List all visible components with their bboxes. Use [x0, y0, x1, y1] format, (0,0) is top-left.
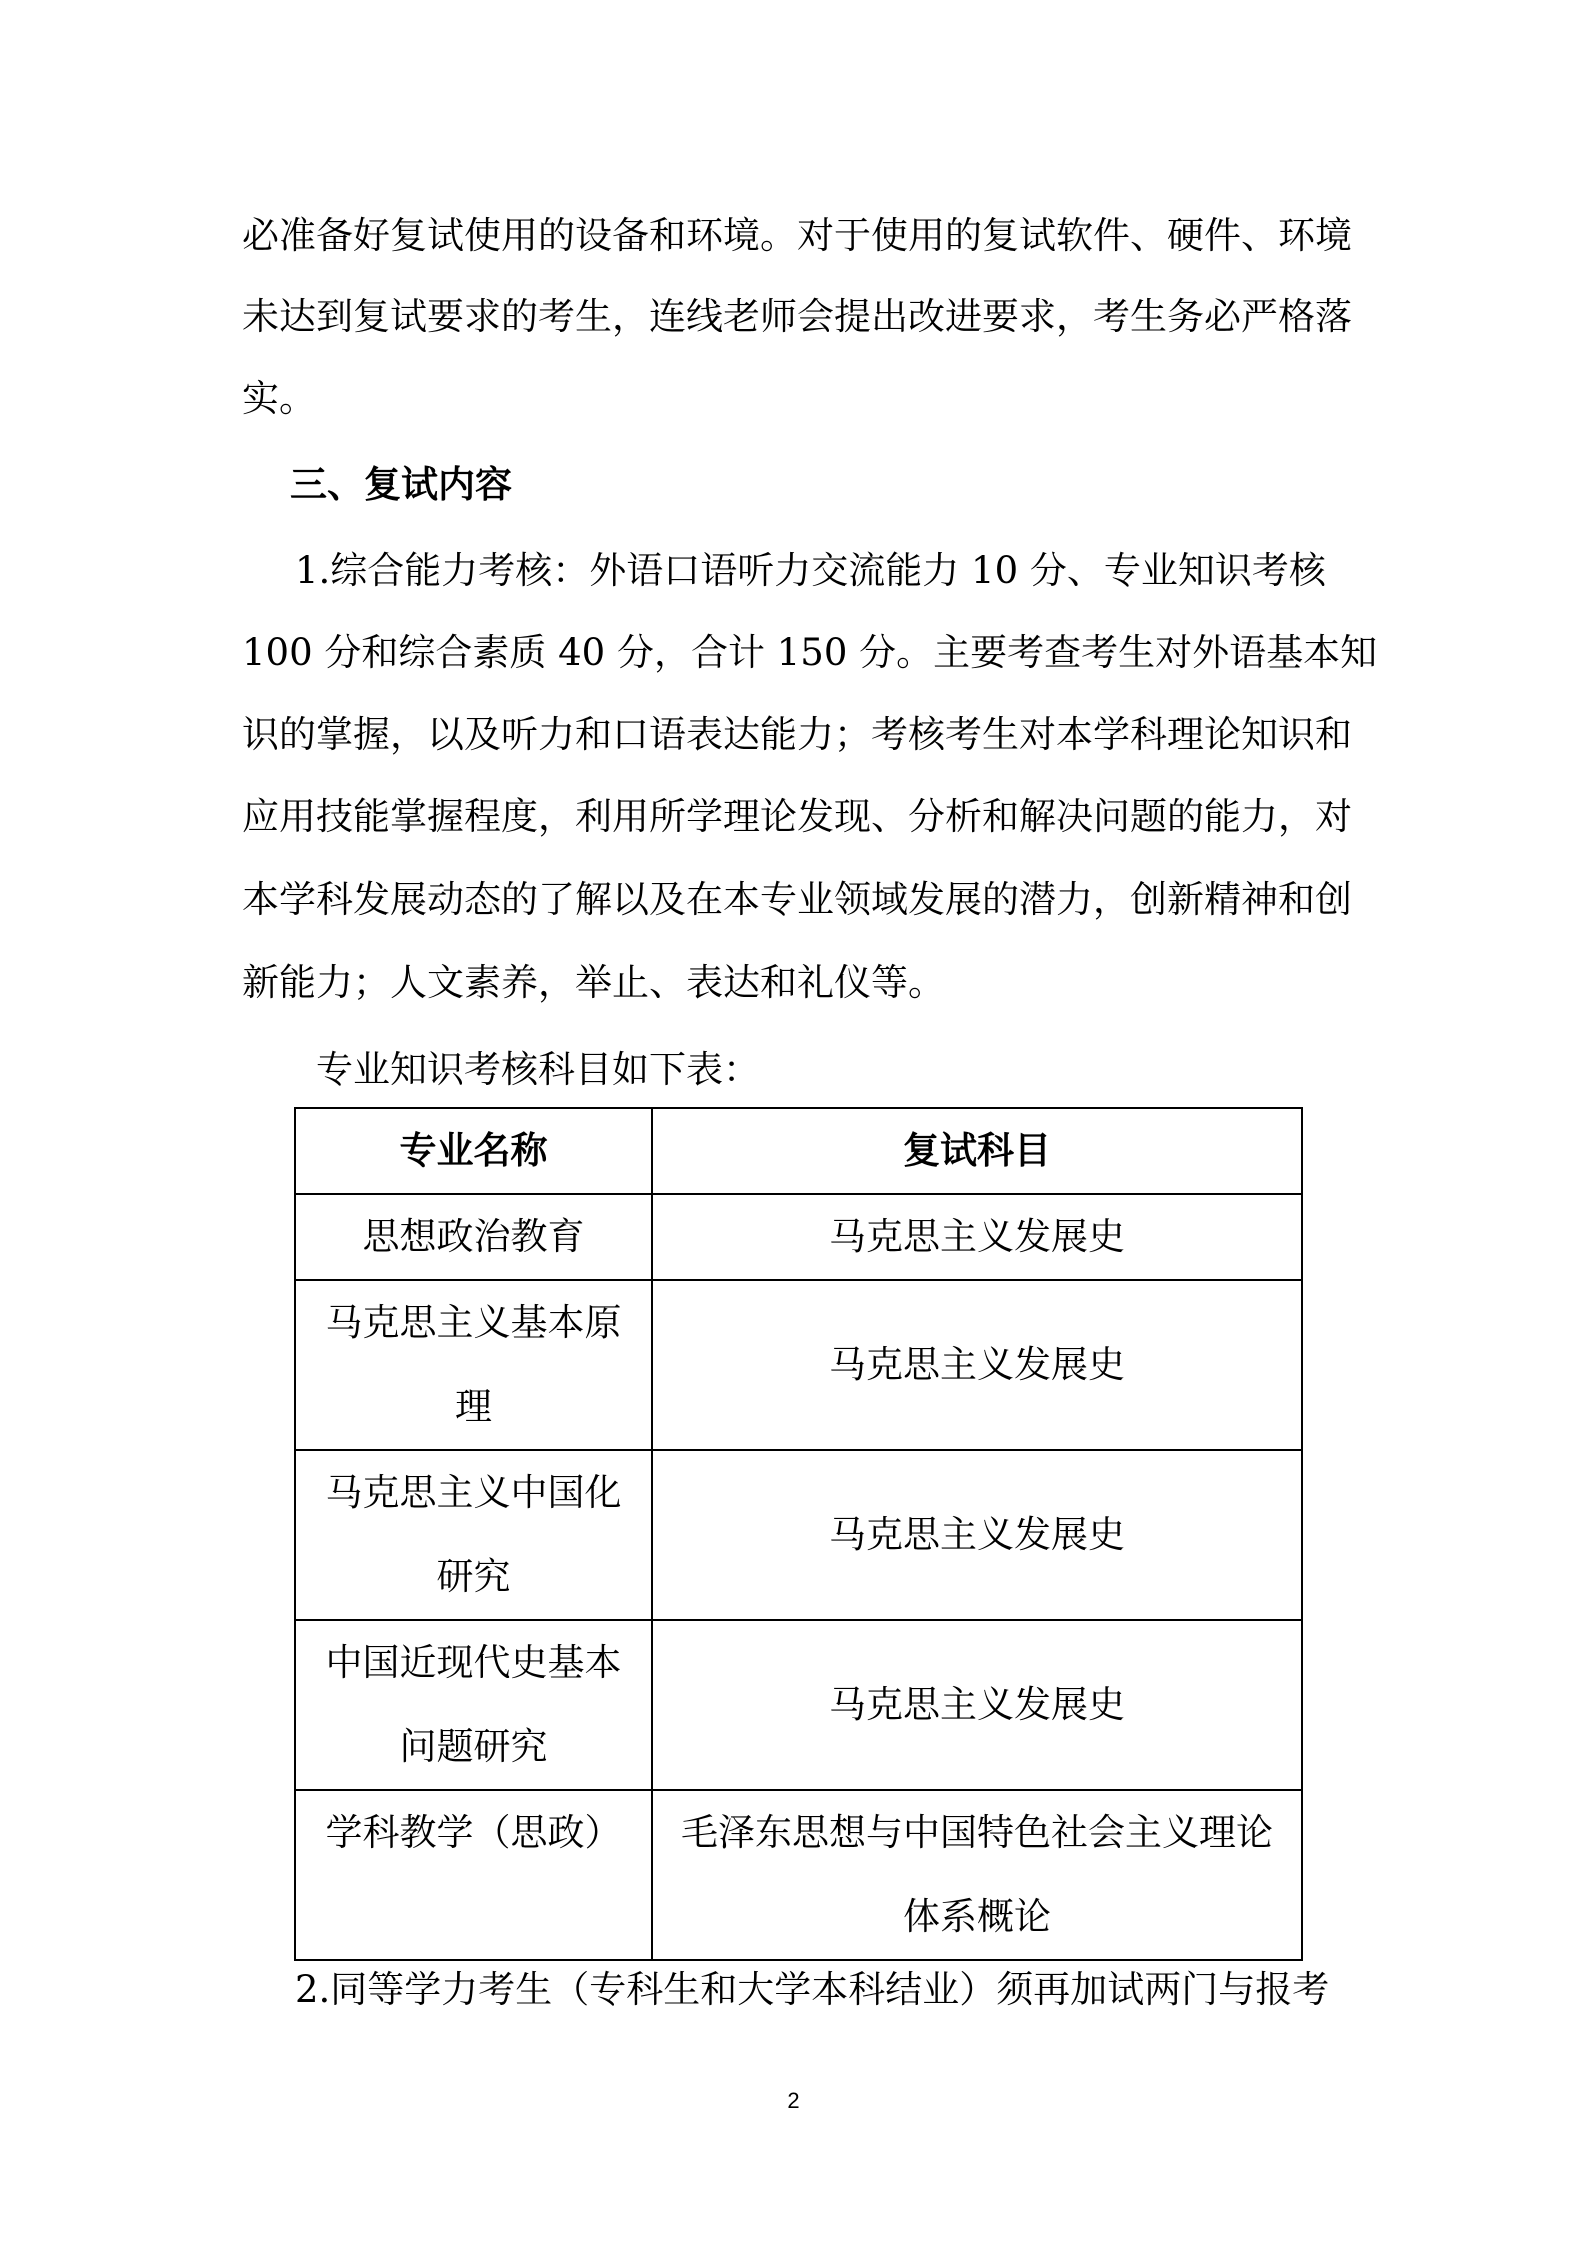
table-cell-subject: 马克思主义发展史 — [652, 1280, 1302, 1450]
table-row — [295, 1194, 1302, 1280]
table-cell-major: 马克思主义中国化研究 — [295, 1450, 652, 1620]
table-header-major: 专业名称 — [295, 1108, 652, 1194]
table-cell-major: 思想政治教育 — [295, 1194, 652, 1280]
paragraph-line: 1.综合能力考核：外语口语听力交流能力 10 分、专业知识考核 — [295, 549, 1326, 592]
paragraph-line: 新能力；人文素养，举止、表达和礼仪等。 — [242, 961, 945, 1004]
paragraph-line: 未达到复试要求的考生，连线老师会提出改进要求，考生务必严格落 — [242, 295, 1352, 338]
paragraph-line: 应用技能掌握程度，利用所学理论发现、分析和解决问题的能力，对 — [242, 795, 1352, 838]
paragraph-line: 识的掌握，以及听力和口语表达能力；考核考生对本学科理论知识和 — [242, 713, 1352, 756]
table-cell-major: 学科教学（思政） — [295, 1790, 652, 1960]
table-cell-subject: 马克思主义发展史 — [652, 1620, 1302, 1790]
table-row — [295, 1790, 1302, 1960]
table-row — [295, 1620, 1302, 1790]
table-cell-major: 马克思主义基本原理 — [295, 1280, 652, 1450]
section-heading: 三、复试内容 — [290, 463, 512, 506]
paragraph-line: 本学科发展动态的了解以及在本专业领域发展的潜力，创新精神和创 — [242, 878, 1352, 921]
paragraph-line: 100 分和综合素质 40 分，合计 150 分。主要考查考生对外语基本知 — [242, 631, 1378, 674]
table-header-subject: 复试科目 — [652, 1108, 1302, 1194]
table-cell-subject: 毛泽东思想与中国特色社会主义理论体系概论 — [652, 1790, 1302, 1960]
table-cell-subject: 马克思主义发展史 — [652, 1450, 1302, 1620]
table-intro: 专业知识考核科目如下表： — [316, 1048, 760, 1091]
subject-table — [294, 1107, 1303, 1961]
paragraph-line: 2.同等学力考生（专科生和大学本科结业）须再加试两门与报考 — [295, 1968, 1330, 2011]
table-row — [295, 1450, 1302, 1620]
table-cell-subject: 马克思主义发展史 — [652, 1194, 1302, 1280]
page-number: 2 — [787, 2088, 800, 2113]
table-cell-major: 中国近现代史基本问题研究 — [295, 1620, 652, 1790]
table-header-row — [295, 1108, 1302, 1194]
paragraph-line: 必准备好复试使用的设备和环境。对于使用的复试软件、硬件、环境 — [242, 214, 1352, 257]
table-row — [295, 1280, 1302, 1450]
paragraph-line: 实。 — [242, 377, 316, 420]
